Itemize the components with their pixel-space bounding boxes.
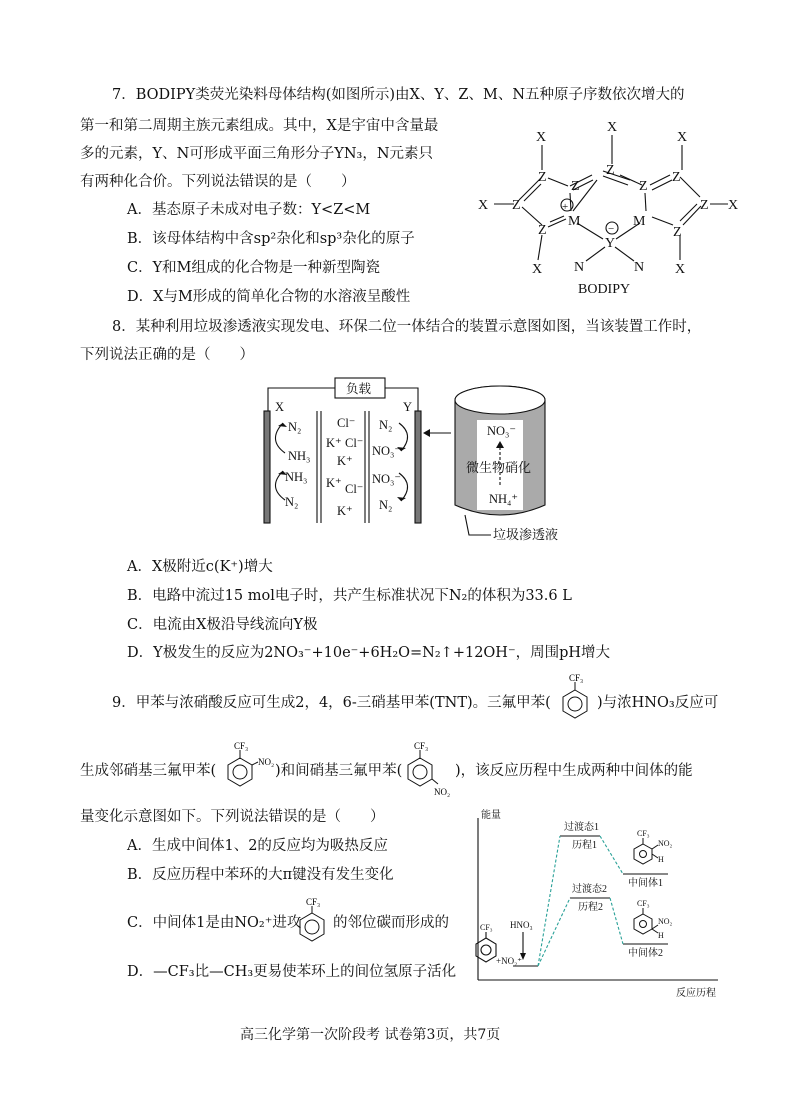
mid-cl-2: Cl⁻ <box>345 436 364 450</box>
int1-cf3-label: CF₃ <box>637 829 650 838</box>
ts1-label: 过渡态1 <box>564 822 599 833</box>
q9-option-a: A．生成中间体1、2的反应均为吸热反应 <box>127 838 388 854</box>
q9-stem-line2c: )，该反应历程中生成两种中间体的能 <box>455 763 693 779</box>
right-no3-top: NO₃⁻ <box>372 444 402 458</box>
q8-stem-line1: 8．某种利用垃圾渗透液实现发电、环保二位一体结合的装置示意图如图，当该装置工作时， <box>112 319 702 335</box>
q7-option-b: B．该母体结构中含sp²杂化和sp³杂化的原子 <box>127 231 415 247</box>
q9-option-d: D．—CF₃比—CH₃更易使苯环上的间位氢原子活化 <box>127 964 457 980</box>
q7-option-d: D．X与M形成的简单化合物的水溶液呈酸性 <box>127 289 411 305</box>
int1-h-label: H <box>658 855 664 864</box>
q9-stem-line3: 量变化示意图如下。下列说法错误的是（ ） <box>80 809 385 825</box>
atom-x-bottom-right: X <box>675 262 686 277</box>
atom-x-left: X <box>478 198 489 213</box>
electrode-x-label: X <box>275 400 285 414</box>
trifluorotoluene-structure <box>555 672 597 722</box>
ortho-nitro-structure <box>220 740 278 792</box>
q8-option-c: C．电流由X极沿导线流向Y极 <box>127 617 318 633</box>
hno3-label: HNO₃ <box>510 920 533 930</box>
leachate-label: 垃圾渗透液 <box>493 527 559 542</box>
right-no3-bottom: NO₃⁻ <box>372 472 402 486</box>
cylinder-nh4: NH₄⁺ <box>489 492 519 506</box>
atom-z-1: Z <box>538 170 547 185</box>
q9-stem-line2b: )和间硝基三氟甲苯( <box>275 763 403 779</box>
left-nh3-bottom: NH₃ <box>285 470 308 484</box>
bodipy-caption: BODIPY <box>578 282 631 297</box>
page-footer: 高三化学第一次阶段考 试卷第3页，共7页 <box>240 1027 501 1043</box>
load-label: 负载 <box>346 382 372 396</box>
atom-z-5: Z <box>606 163 615 178</box>
atom-z-8: Z <box>700 198 709 213</box>
cylinder-no3: NO₃⁻ <box>487 424 517 438</box>
q9-stem-line1a: 9．甲苯与浓硝酸反应可生成2，4，6-三硝基甲苯(TNT)。三氟甲苯( <box>112 695 551 711</box>
q7-stem-line3: 多的元素，Y、N可形成平面三角形分子YN₃，N元素只 <box>80 146 434 162</box>
cf3-label: CF₃ <box>306 897 321 907</box>
electrode-y-label: Y <box>403 400 413 414</box>
mid-cl-3: Cl⁻ <box>345 482 364 496</box>
atom-x-top-left: X <box>536 130 547 145</box>
atom-z-4: Z <box>571 179 580 194</box>
energy-axis-label: 能量 <box>481 810 501 821</box>
left-n2-bottom: N₂ <box>285 495 299 509</box>
no2-label: NO₂ <box>434 787 451 797</box>
battery-device-figure <box>255 375 585 545</box>
charge-plus: + <box>562 201 569 213</box>
q9-option-c-part1: C．中间体1是由NO₂⁺进攻 <box>127 915 302 931</box>
reactant-no2-label: +NO₂⁺ <box>496 956 522 966</box>
left-nh3-top: NH₃ <box>288 449 311 463</box>
int1-no2-label: NO₂ <box>658 839 673 848</box>
atom-n-left: N <box>574 260 585 275</box>
option-c-trifluorotoluene <box>292 896 334 944</box>
int2-cf3-label: CF₃ <box>637 899 650 908</box>
cf3-label: CF₃ <box>569 673 584 683</box>
q8-option-d: D．Y极发生的反应为2NO₃⁻+10e⁻+6H₂O=N₂↑+12OH⁻，周围pH增大 <box>127 645 611 661</box>
atom-n-right: N <box>634 260 645 275</box>
atom-m-right: M <box>633 214 646 229</box>
path1-label: 历程1 <box>572 840 597 851</box>
atom-z-2: Z <box>512 198 521 213</box>
atom-z-7: Z <box>672 170 681 185</box>
int2-label: 中间体2 <box>628 948 663 959</box>
int2-no2-label: NO₂ <box>658 917 673 926</box>
q7-stem-line4: 有两种化合价。下列说法错误的是（ ） <box>80 174 356 190</box>
atom-z-9: Z <box>673 225 682 240</box>
q7-option-a: A．基态原子未成对电子数：Y<Z<M <box>127 202 371 218</box>
atom-z-6: Z <box>639 179 648 194</box>
reaction-axis-label: 反应历程 <box>676 988 716 999</box>
atom-x-top-mid: X <box>607 120 618 135</box>
int2-h-label: H <box>658 931 664 940</box>
q7-stem-line2: 第一和第二周期主族元素组成。其中，X是宇宙中含量最 <box>80 118 439 134</box>
right-n2-top: N₂ <box>379 418 393 432</box>
mid-k-3: K⁺ <box>326 476 342 490</box>
mid-cl-1: Cl⁻ <box>337 416 356 430</box>
atom-z-3: Z <box>538 223 547 238</box>
atom-x-bottom-left: X <box>532 262 543 277</box>
cf3-label: CF₃ <box>414 741 429 751</box>
atom-x-top-right: X <box>677 130 688 145</box>
int1-label: 中间体1 <box>628 878 663 889</box>
mid-k-4: K⁺ <box>337 504 353 518</box>
bodipy-structure-figure <box>470 115 755 300</box>
q8-stem-line2: 下列说法正确的是（ ） <box>80 347 254 363</box>
right-n2-bottom: N₂ <box>379 498 393 512</box>
no2-label: NO₂ <box>258 757 275 767</box>
q8-option-b: B．电路中流过15 mol电子时，共产生标准状况下N₂的体积为33.6 L <box>127 588 572 604</box>
charge-minus: − <box>608 223 615 235</box>
ts2-label: 过渡态2 <box>572 884 607 895</box>
path2-label: 历程2 <box>578 902 603 913</box>
cf3-label: CF₃ <box>234 741 249 751</box>
mid-k-1: K⁺ <box>326 436 342 450</box>
q7-option-c: C．Y和M组成的化合物是一种新型陶瓷 <box>127 260 381 276</box>
meta-nitro-structure <box>400 740 458 800</box>
atom-y: Y <box>605 236 616 251</box>
left-n2-top: N₂ <box>288 420 302 434</box>
q9-option-b: B．反应历程中苯环的大π键没有发生变化 <box>127 867 394 883</box>
reactant-cf3-label: CF₃ <box>480 923 493 932</box>
q9-stem-line2a: 生成邻硝基三氟甲苯( <box>80 763 217 779</box>
q8-option-a: A．X极附近c(K⁺)增大 <box>127 559 273 575</box>
q9-option-c-part2: 的邻位碳而形成的 <box>333 915 449 931</box>
q9-stem-line1b: )与浓HNO₃反应可 <box>597 695 719 711</box>
q7-stem-line1: 7．BODIPY类荧光染料母体结构(如图所示)由X、Y、Z、M、N五种原子序数依次增大的 <box>112 87 685 103</box>
energy-profile-figure <box>468 808 728 1000</box>
cylinder-micro-label: 微生物硝化 <box>466 460 532 475</box>
atom-m-left: M <box>568 214 581 229</box>
atom-x-right: X <box>728 198 739 213</box>
mid-k-2: K⁺ <box>337 454 353 468</box>
